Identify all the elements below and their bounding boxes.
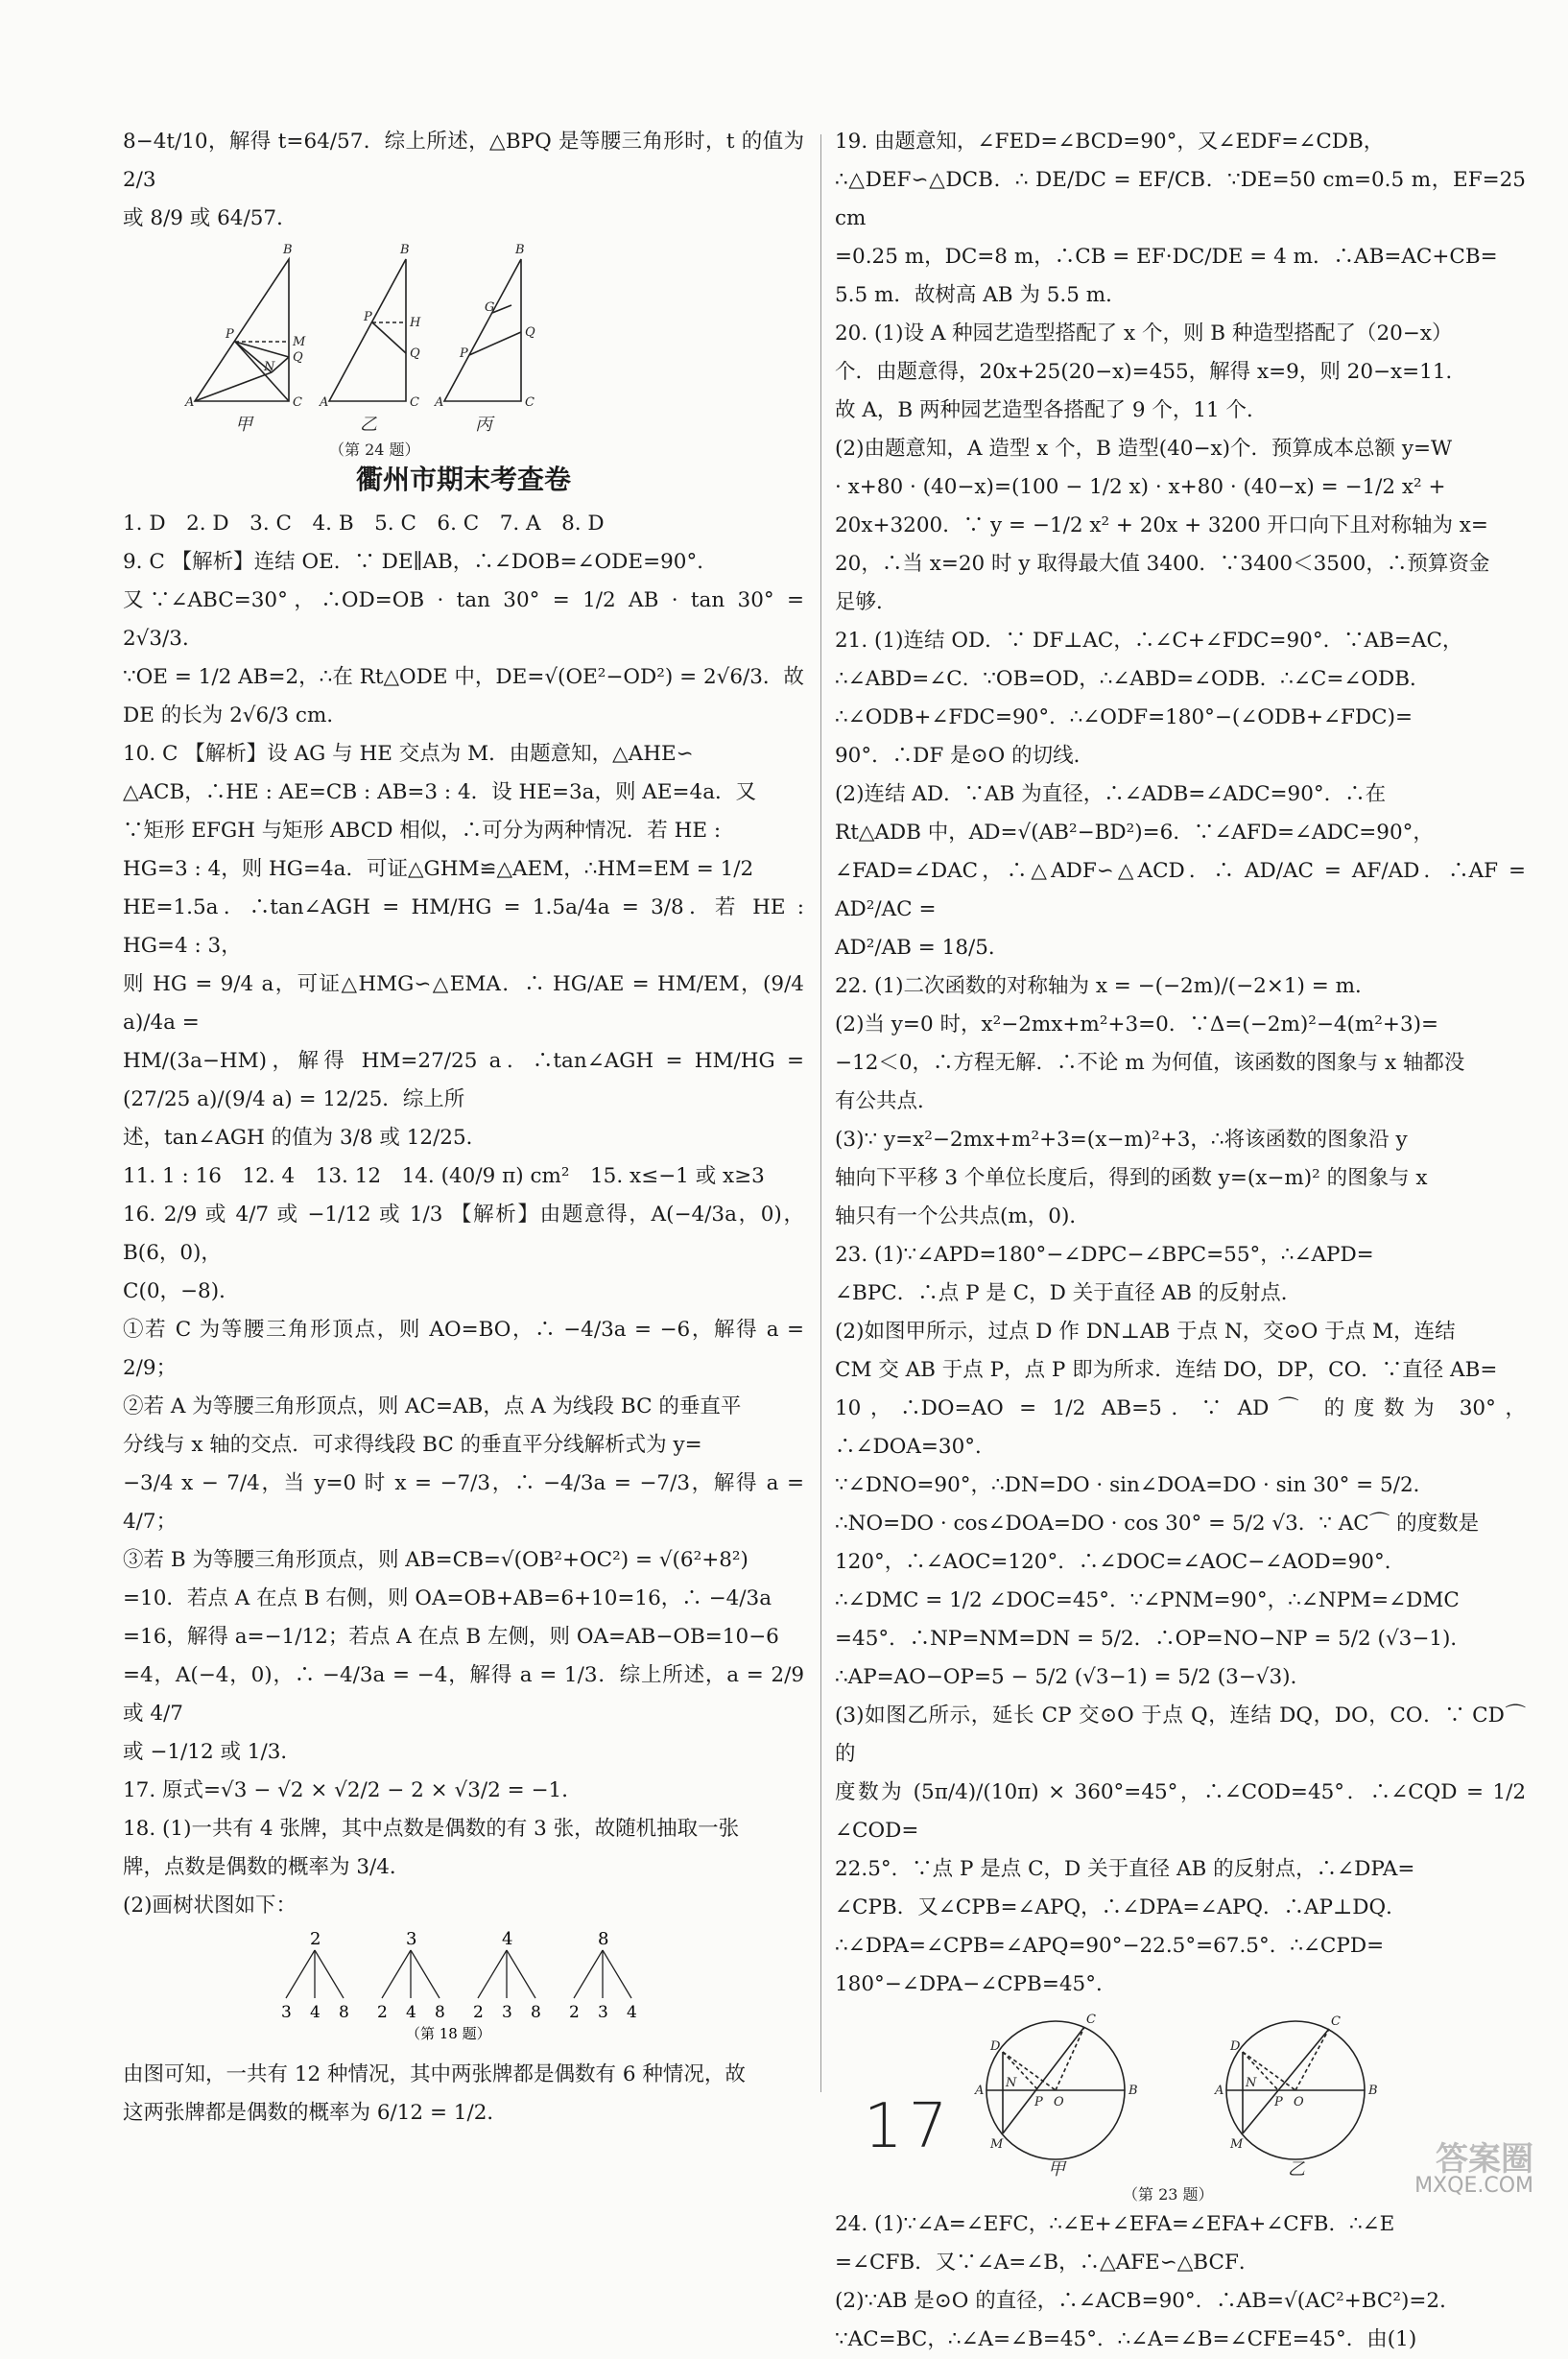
fig23-label-jia: 甲 [1048, 2159, 1065, 2180]
svg-text:M: M [293, 335, 306, 349]
q18-tail [123, 2056, 804, 2133]
page-number: 17 [864, 2091, 954, 2162]
text-line: 或 −1/12 或 1/3． [123, 1740, 301, 1764]
text-line: 足够． [835, 590, 897, 614]
tree-branch [478, 1950, 507, 1998]
text-line: 9. C 【解析】连结 OE．∵ DE∥AB，∴∠DOB=∠ODE=90°． [123, 550, 718, 574]
text-line: 16. 2/9 或 4/7 或 −1/12 或 1/3 【解析】由题意得，A(−4/3a，0)，B(6，0)， [123, 1203, 804, 1265]
text-line: HG=3 : 4，则 HG=4a．可证△GHM≌△AEM，∴HM=EM = 1/2 [123, 857, 754, 881]
text-line: 则 HG = 9/4 a，可证△HMG∽△EMA．∴ HG/AE = HM/EM，(9/4 a)/4a = [123, 972, 804, 1035]
svg-text:C: C [410, 395, 419, 410]
tree-root-2: 2 [310, 1929, 321, 1949]
text-line: 23. (1)∵∠APD=180°−∠DPC−∠BPC=55°，∴∠APD= [835, 1243, 1374, 1267]
svg-text:B: B [400, 243, 410, 257]
tree-leaf: 2 [377, 2003, 388, 2022]
text-line: 22. (1)二次函数的对称轴为 x = −(−2m)/(−2×1) = m． [835, 974, 1376, 998]
tree-leaf: 4 [627, 2003, 637, 2022]
svg-text:A: A [185, 395, 195, 410]
text-line: 90°．∴DF 是⊙O 的切线． [835, 744, 1095, 768]
svg-text:B: B [1368, 2084, 1378, 2098]
tree-leaf: 8 [339, 2003, 349, 2022]
text-line: 牌，点数是偶数的概率为 3/4． [123, 1855, 411, 1879]
text-line: 故 A，B 两种园艺造型各搭配了 9 个，11 个． [835, 398, 1268, 422]
text-line: (2)由题意知，A 造型 x 个，B 造型(40−x)个．预算成本总额 y=W [835, 437, 1453, 461]
tree-root-8: 8 [598, 1929, 609, 1949]
text-line: 8−4t/10，解得 t=64/57．综上所述，△BPQ 是等腰三角形时，t 的值为 2/3 [123, 130, 804, 192]
text-line: (2)如图甲所示，过点 D 作 DN⊥AB 于点 N，交⊙O 于点 M，连结 [835, 1320, 1456, 1344]
text-line: 个．由题意得，20x+25(20−x)=455，解得 x=9，则 20−x=11． [835, 360, 1467, 384]
text-line: 述，tan∠AGH 的值为 3/8 或 12/25． [123, 1126, 487, 1150]
tree-branch [382, 1950, 411, 1998]
tree-root-4: 4 [502, 1929, 513, 1949]
q18 [123, 1810, 804, 1925]
text-line: (2)画树状图如下： [123, 1894, 297, 1918]
svg-text:A: A [1215, 2084, 1224, 2098]
text-line: ∠FAD=∠DAC，∴△ADF∽△ACD．∴ AD/AC = AF/AD．∴AF = AD²/AC = [835, 859, 1526, 921]
tree-branch [315, 1950, 344, 1998]
svg-text:B: B [283, 243, 293, 257]
text-line: 10. C 【解析】设 AG 与 HE 交点为 M．由题意知，△AHE∽ [123, 742, 694, 766]
q21 [835, 622, 1526, 967]
tree-leaf: 2 [473, 2003, 484, 2022]
text-line: 度数为 (5π/4)/(10π) × 360°=45°，∴∠COD=45°．∴∠CQD = 1/2 ∠COD= [835, 1780, 1526, 1843]
fig23-caption: （第 23 题） [1123, 2185, 1214, 2204]
svg-text:D: D [1230, 2039, 1241, 2054]
q11-15-answers: 11. 1 : 16 12. 4 13. 12 14. (40/9 π) cm² 15. x≤−1 或 x≥3 [123, 1164, 765, 1188]
text-line: (2)连结 AD．∵AB 为直径，∴∠ADB=∠ADC=90°．∴在 [835, 782, 1387, 806]
svg-text:O: O [1054, 2095, 1064, 2109]
svg-text:H: H [410, 316, 421, 330]
text-line: (2)当 y=0 时，x²−2mx+m²+3=0．∵Δ=(−2m)²−4(m²+3)= [835, 1013, 1439, 1037]
watermark-url: MXQE.COM [1414, 2174, 1533, 2198]
text-line: C(0，−8)． [123, 1279, 240, 1303]
text-line: ∴∠ODB+∠FDC=90°．∴∠ODF=180°−(∠ODB+∠FDC)= [835, 705, 1414, 729]
text-line: =0.25 m，DC=8 m，∴CB = EF·DC/DE = 4 m．∴AB=AC+CB= [835, 245, 1498, 269]
text-line: =10．若点 A 在点 B 右侧，则 OA=OB+AB=6+10=16，∴ −4/3a [123, 1586, 772, 1610]
svg-text:Q: Q [293, 350, 303, 365]
text-line: 或 8/9 或 64/57． [123, 206, 297, 230]
text-line: 20x+3200．∵ y = −1/2 x² + 20x + 3200 开口向下且对称轴为 x= [835, 513, 1488, 537]
text-line: 轴只有一个公共点(m，0)． [835, 1204, 1090, 1228]
text-line: HE=1.5a．∴tan∠AGH = HM/HG = 1.5a/4a = 3/8．若 HE : HG=4 : 3， [123, 895, 804, 958]
fig24-label-bing: 丙 [475, 415, 492, 435]
svg-text:Q: Q [525, 325, 535, 340]
text-line: ∵OE = 1/2 AB=2，∴在 Rt△ODE 中，DE=√(OE²−OD²) = 2√6/3．故 [123, 665, 804, 689]
q24-tail [123, 123, 804, 238]
text-line: 20，∴当 x=20 时 y 取得最大值 3400．∵3400＜3500，∴预算资金 [835, 552, 1490, 576]
text-line: 有公共点． [835, 1089, 938, 1113]
text-line: ∴NO=DO · cos∠DOA=DO · cos 30° = 5/2 √3．∵ AC⌒ 的度数是 [835, 1512, 1480, 1536]
q9 [123, 543, 804, 735]
text-line: 20. (1)设 A 种园艺造型搭配了 x 个，则 B 种造型搭配了（20−x） [835, 322, 1453, 346]
svg-text:Q: Q [410, 346, 420, 361]
text-line: (2)∵AB 是⊙O 的直径，∴∠ACB=90°．∴AB=√(AC²+BC²)=2． [835, 2289, 1461, 2313]
text-line: ②若 A 为等腰三角形顶点，则 AC=AB，点 A 为线段 BC 的垂直平 [123, 1394, 742, 1418]
tree-branch [507, 1950, 535, 1998]
text-line: =45°．∴NP=NM=DN = 5/2．∴OP=NO−NP = 5/2 (√3−1)． [835, 1627, 1471, 1651]
tree-branch [574, 1950, 603, 1998]
text-line: ∴∠DMC = 1/2 ∠DOC=45°．∵∠PNM=90°，∴∠NPM=∠DMC [835, 1588, 1460, 1612]
text-line: −12＜0，∴方程无解．∴不论 m 为何值，该函数的图象与 x 轴都没 [835, 1051, 1465, 1075]
fig24-label-yi: 乙 [360, 415, 377, 435]
tree-leaf: 2 [569, 2003, 580, 2022]
text-line: ∴△DEF∽△DCB．∴ DE/DC = EF/CB．∵DE=50 cm=0.5 m，EF=25 cm [835, 168, 1526, 230]
column-divider [820, 134, 821, 2092]
svg-text:B: B [1128, 2084, 1138, 2098]
text-line: 轴向下平移 3 个单位长度后，得到的函数 y=(x−m)² 的图象与 x [835, 1166, 1428, 1190]
text-line: 24. (1)∵∠A=∠EFC，∴∠E+∠EFA=∠EFA+∠CFB．∴∠E [835, 2212, 1395, 2236]
text-line: 22.5°．∵点 P 是点 C，D 关于直径 AB 的反射点，∴∠DPA= [835, 1857, 1415, 1881]
svg-text:C: C [1086, 2013, 1096, 2027]
text-line: 120°，∴∠AOC=120°．∴∠DOC=∠AOC−∠AOD=90°． [835, 1550, 1406, 1574]
fig24-label-jia: 甲 [235, 415, 252, 435]
svg-text:A: A [320, 395, 329, 410]
q22 [835, 967, 1526, 1236]
text-line: CM 交 AB 于点 P，点 P 即为所求．连结 DO，DP，CO．∵直径 AB= [835, 1358, 1498, 1382]
text-line: DE 的长为 2√6/3 cm． [123, 703, 347, 727]
watermark-logo: 答案圈 [1436, 2140, 1533, 2179]
text-line: ∵矩形 EFGH 与矩形 ABCD 相似，∴可分为两种情况．若 HE : [123, 819, 722, 843]
text-line: ③若 B 为等腰三角形顶点，则 AB=CB=√(OB²+OC²) = √(6²+8²) [123, 1548, 748, 1572]
tree-caption: （第 18 题） [406, 2025, 491, 2042]
text-line: ∴∠ABD=∠C．∵OB=OD，∴∠ABD=∠ODB．∴∠C=∠ODB． [835, 667, 1431, 691]
q20 [835, 315, 1526, 622]
text-line: =16，解得 a=−1/12；若点 A 在点 B 左侧，则 OA=AB−OB=10−6 [123, 1625, 779, 1649]
text-line: Rt△ADB 中，AD=√(AB²−BD²)=6．∵∠AFD=∠ADC=90°， [835, 821, 1434, 845]
text-line: ①若 C 为等腰三角形顶点，则 AO=BO，∴ −4/3a = −6，解得 a = 2/9； [123, 1318, 804, 1380]
svg-text:P: P [1034, 2095, 1043, 2109]
svg-text:P: P [364, 310, 372, 324]
left-column [123, 123, 804, 2133]
figure-23 [950, 2004, 1411, 2205]
svg-text:M: M [1230, 2137, 1244, 2152]
tree-leaf: 4 [310, 2003, 321, 2022]
text-line: 分线与 x 轴的交点．可求得线段 BC 的垂直平分线解析式为 y= [123, 1433, 702, 1457]
svg-text:M: M [990, 2137, 1004, 2152]
svg-text:O: O [1294, 2095, 1304, 2109]
text-line: −3/4 x − 7/4，当 y=0 时 x = −7/3，∴ −4/3a = −7/3，解得 a = 4/7； [123, 1471, 804, 1534]
tree-leaf: 3 [281, 2003, 292, 2022]
q17: 17. 原式=√3 − √2 × √2/2 − 2 × √3/2 = −1． [123, 1778, 582, 1802]
svg-text:G: G [485, 300, 495, 315]
text-line: ∵∠DNO=90°，∴DN=DO · sin∠DOA=DO · sin 30° = 5/2． [835, 1473, 1435, 1497]
q10 [123, 735, 804, 1157]
svg-text:D: D [990, 2039, 1001, 2054]
section-title: 衢州市期末考查卷 [355, 464, 571, 495]
svg-text:N: N [264, 360, 275, 374]
q23 [835, 1236, 1526, 2004]
text-line: ∵AC=BC，∴∠A=∠B=45°．∴∠A=∠B=∠CFE=45°．由(1) [835, 2327, 1417, 2351]
tree-svg [262, 1929, 665, 2042]
q24 [835, 2205, 1526, 2359]
tree-root-3: 3 [406, 1929, 417, 1949]
tree-branch [603, 1950, 631, 1998]
text-line: ∴AP=AO−OP=5 − 5/2 (√3−1) = 5/2 (3−√3)． [835, 1665, 1312, 1689]
text-line: 10，∴DO=AO = 1/2 AB=5．∵ AD⌒ 的度数为 30°，∴∠DOA=30°． [835, 1396, 1526, 1459]
svg-text:P: P [460, 346, 468, 361]
text-line: ∠CPB．又∠CPB=∠APQ，∴∠DPA=∠APQ．∴AP⊥DQ． [835, 1895, 1407, 1919]
fig23-label-yi: 乙 [1288, 2159, 1305, 2180]
svg-text:C: C [525, 395, 535, 410]
text-line: ∴∠DPA=∠CPB=∠APQ=90°−22.5°=67.5°．∴∠CPD= [835, 1934, 1385, 1958]
text-line: 由图可知，一共有 12 种情况，其中两张牌都是偶数有 6 种情况，故 [123, 2062, 746, 2086]
svg-text:A: A [975, 2084, 985, 2098]
text-line: (3)如图乙所示，延长 CP 交⊙O 于点 Q，连结 DQ，DO，CO．∵ CD⌒ 的 [835, 1704, 1526, 1766]
svg-text:C: C [1331, 2014, 1341, 2029]
text-line: 这两张牌都是偶数的概率为 6/12 = 1/2． [123, 2101, 508, 2125]
text-line: 5.5 m．故树高 AB 为 5.5 m． [835, 283, 1127, 307]
text-line: △ACB，∴HE : AE=CB : AB=3 : 4．设 HE=3a，则 AE=4a．又 [123, 780, 757, 804]
tree-branch [286, 1950, 315, 1998]
tree-branch [411, 1950, 440, 1998]
text-line: 21. (1)连结 OD．∵ DF⊥AC，∴∠C+∠FDC=90°．∵AB=AC， [835, 629, 1463, 653]
svg-text:A: A [435, 395, 444, 410]
mc-answers: 1. D 2. D 3. C 4. B 5. C 6. C 7. A 8. D [123, 512, 605, 536]
q16 [123, 1196, 804, 1772]
tree-leaf: 4 [406, 2003, 416, 2022]
svg-text:N: N [1246, 2076, 1257, 2090]
watermark [1414, 2140, 1533, 2200]
svg-text:B: B [515, 243, 525, 257]
text-line: 18. (1)一共有 4 张牌，其中点数是偶数的有 3 张，故随机抽取一张 [123, 1817, 740, 1841]
text-line: · x+80 · (40−x)=(100 − 1/2 x) · x+80 · (40−x) = −1/2 x² + [835, 475, 1446, 499]
tree-leaf: 8 [435, 2003, 445, 2022]
text-line: (3)∵ y=x²−2mx+m²+3=(x−m)²+3，∴将该函数的图象沿 y [835, 1128, 1408, 1152]
svg-text:P: P [226, 327, 234, 342]
text-line: 19. 由题意知，∠FED=∠BCD=90°，又∠EDF=∠CDB， [835, 130, 1385, 154]
q19 [835, 123, 1526, 315]
text-line: AD²/AB = 18/5． [835, 936, 1010, 960]
right-column [835, 123, 1526, 2359]
tree-leaf: 8 [531, 2003, 541, 2022]
svg-text:N: N [1006, 2076, 1017, 2090]
text-line: ∠BPC．∴点 P 是 C，D 关于直径 AB 的反射点． [835, 1281, 1302, 1305]
tree-leaf: 3 [502, 2003, 512, 2022]
figure-24 [176, 238, 751, 459]
svg-text:P: P [1274, 2095, 1283, 2109]
text-line: HM/(3a−HM)，解得 HM=27/25 a．∴tan∠AGH = HM/HG = (27/25 a)/(9/4 a) = 12/25．综上所 [123, 1049, 804, 1111]
text-line: 又∵∠ABC=30°，∴OD=OB · tan 30° = 1/2 AB · tan 30° = 2√3/3． [123, 588, 804, 651]
text-line: =∠CFB．又∵∠A=∠B，∴△AFE∽△BCF． [835, 2251, 1260, 2275]
tree-leaf: 3 [598, 2003, 608, 2022]
text-line: =4，A(−4，0)，∴ −4/3a = −4，解得 a = 1/3．综上所述，a = 2/9 或 4/7 [123, 1663, 804, 1726]
tree-diagram-18 [123, 1929, 804, 2056]
fig24-caption: （第 24 题） [329, 441, 420, 459]
text-line: 180°−∠DPA−∠CPB=45°． [835, 1972, 1117, 1996]
svg-text:C: C [293, 395, 302, 410]
